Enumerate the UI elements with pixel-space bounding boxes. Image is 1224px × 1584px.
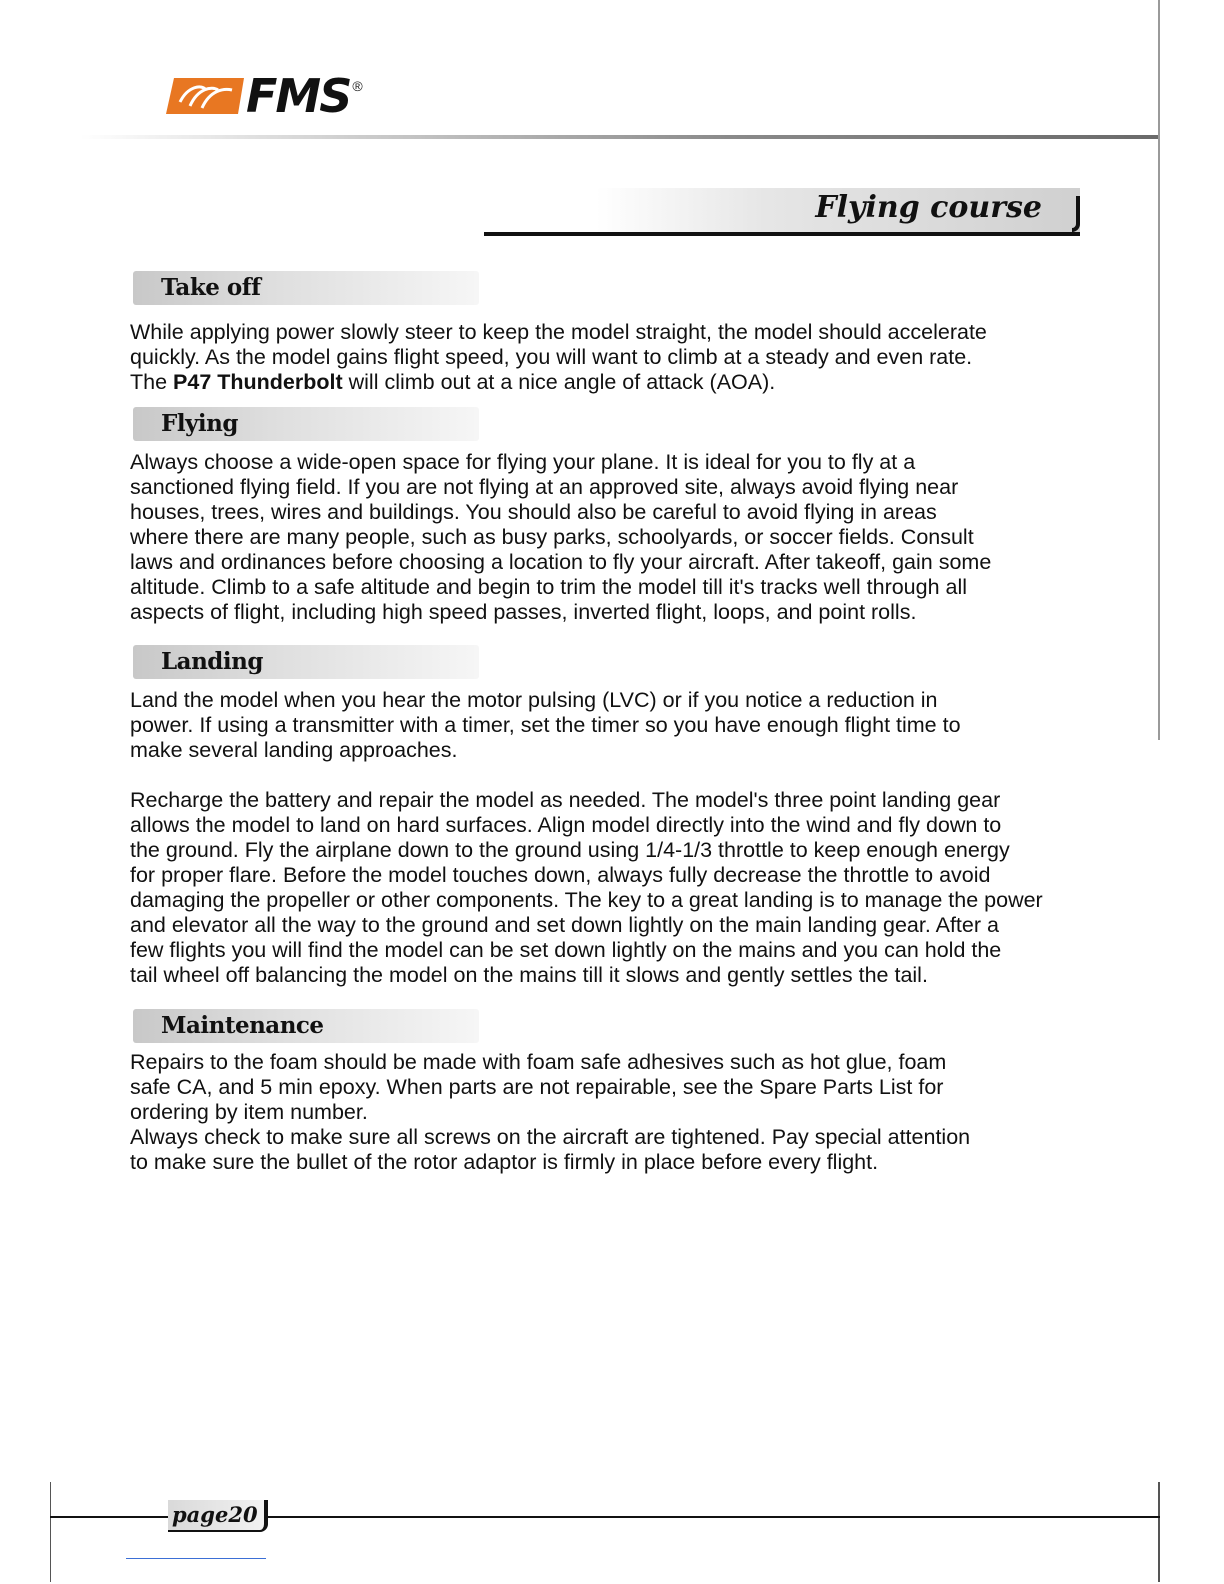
text-segment: The xyxy=(130,370,174,394)
text-line: Repairs to the foam should be made with foam safe adhesives such as hot glue, foam xyxy=(130,1050,947,1074)
footer-right-line xyxy=(1158,1482,1160,1582)
text-line: Always choose a wide-open space for flying your plane. It is ideal for you to fly at a xyxy=(130,450,916,474)
flying-title: Flying xyxy=(161,410,238,437)
text-line: While applying power slowly steer to keep the model straight, the model should accelerate xyxy=(130,320,987,344)
takeoff-title: Take off xyxy=(161,274,261,301)
model-name: P47 Thunderbolt xyxy=(173,370,343,394)
text-line: damaging the propeller or other components. The key to a great landing is to manage the power xyxy=(130,888,1043,912)
text-line: where there are many people, such as busy parks, schoolyards, or soccer fields. Consult xyxy=(130,525,974,549)
footer-left-line xyxy=(50,1482,51,1582)
flying-header xyxy=(133,407,479,441)
text-line: for proper flare. Before the model touches down, always fully decrease the throttle to avoid xyxy=(130,863,991,887)
section-underline xyxy=(484,232,1080,236)
page-number: page20 xyxy=(172,1502,258,1527)
landing-title: Landing xyxy=(161,648,263,675)
text-segment: will climb out at a nice angle of attack (AOA). xyxy=(342,370,776,394)
text-line: Always check to make sure all screws on the aircraft are tightened. Pay special attention xyxy=(130,1125,971,1149)
text-line: to make sure the bullet of the rotor adaptor is firmly in place before every flight. xyxy=(130,1150,879,1174)
text-line: the ground. Fly the airplane down to the ground using 1/4-1/3 throttle to keep enough energy xyxy=(130,838,1010,862)
landing-header xyxy=(133,645,479,679)
landing-paragraph-2 xyxy=(130,788,1150,988)
page-title: Flying course xyxy=(815,190,1042,225)
maintenance-header xyxy=(133,1009,479,1043)
logo-text: FMS xyxy=(246,69,351,123)
text-line: laws and ordinances before choosing a location to fly your aircraft. After takeoff, gain some xyxy=(130,550,992,574)
takeoff-paragraph xyxy=(130,320,1150,395)
text-line: few flights you will find the model can be set down lightly on the mains and you can hold the xyxy=(130,938,1002,962)
header-rule xyxy=(80,135,1160,139)
text-line: ordering by item number. xyxy=(130,1100,368,1124)
right-margin-line xyxy=(1158,0,1160,740)
text-line: and elevator all the way to the ground and set down lightly on the main landing gear. After a xyxy=(130,913,999,937)
footer-link-underline xyxy=(126,1558,266,1559)
page-number-tab xyxy=(168,1500,268,1532)
takeoff-header xyxy=(133,271,479,305)
text-line: tail wheel off balancing the model on the mains till it slows and gently settles the tail. xyxy=(130,963,928,987)
section-banner xyxy=(596,188,1080,232)
text-line: aspects of flight, including high speed passes, inverted flight, loops, and point rolls. xyxy=(130,600,917,624)
text-line: houses, trees, wires and buildings. You should also be careful to avoid flying in areas xyxy=(130,500,937,524)
fms-logo xyxy=(166,69,363,123)
text-line: quickly. As the model gains flight speed, you will want to climb at a steady and even rate. xyxy=(130,345,973,369)
maintenance-title: Maintenance xyxy=(161,1012,324,1039)
text-line: Land the model when you hear the motor pulsing (LVC) or if you notice a reduction in xyxy=(130,688,938,712)
fms-swoosh-icon xyxy=(166,76,244,116)
banner-hook xyxy=(1072,196,1080,232)
text-line: Recharge the battery and repair the model as needed. The model's three point landing gear xyxy=(130,788,1001,812)
registered-mark: ® xyxy=(352,78,363,94)
landing-paragraph xyxy=(130,688,1150,763)
text-line: power. If using a transmitter with a timer, set the timer so you have enough flight time to xyxy=(130,713,961,737)
flying-paragraph xyxy=(130,450,1150,625)
text-line: allows the model to land on hard surfaces. Align model directly into the wind and fly down to xyxy=(130,813,1002,837)
text-line: sanctioned flying field. If you are not flying at an approved site, always avoid flying near xyxy=(130,475,959,499)
maintenance-paragraph xyxy=(130,1050,1150,1175)
text-line: make several landing approaches. xyxy=(130,738,458,762)
text-line xyxy=(130,370,1150,395)
text-line: safe CA, and 5 min epoxy. When parts are not repairable, see the Spare Parts List for xyxy=(130,1075,944,1099)
text-line: altitude. Climb to a safe altitude and begin to trim the model till it's tracks well through all xyxy=(130,575,968,599)
